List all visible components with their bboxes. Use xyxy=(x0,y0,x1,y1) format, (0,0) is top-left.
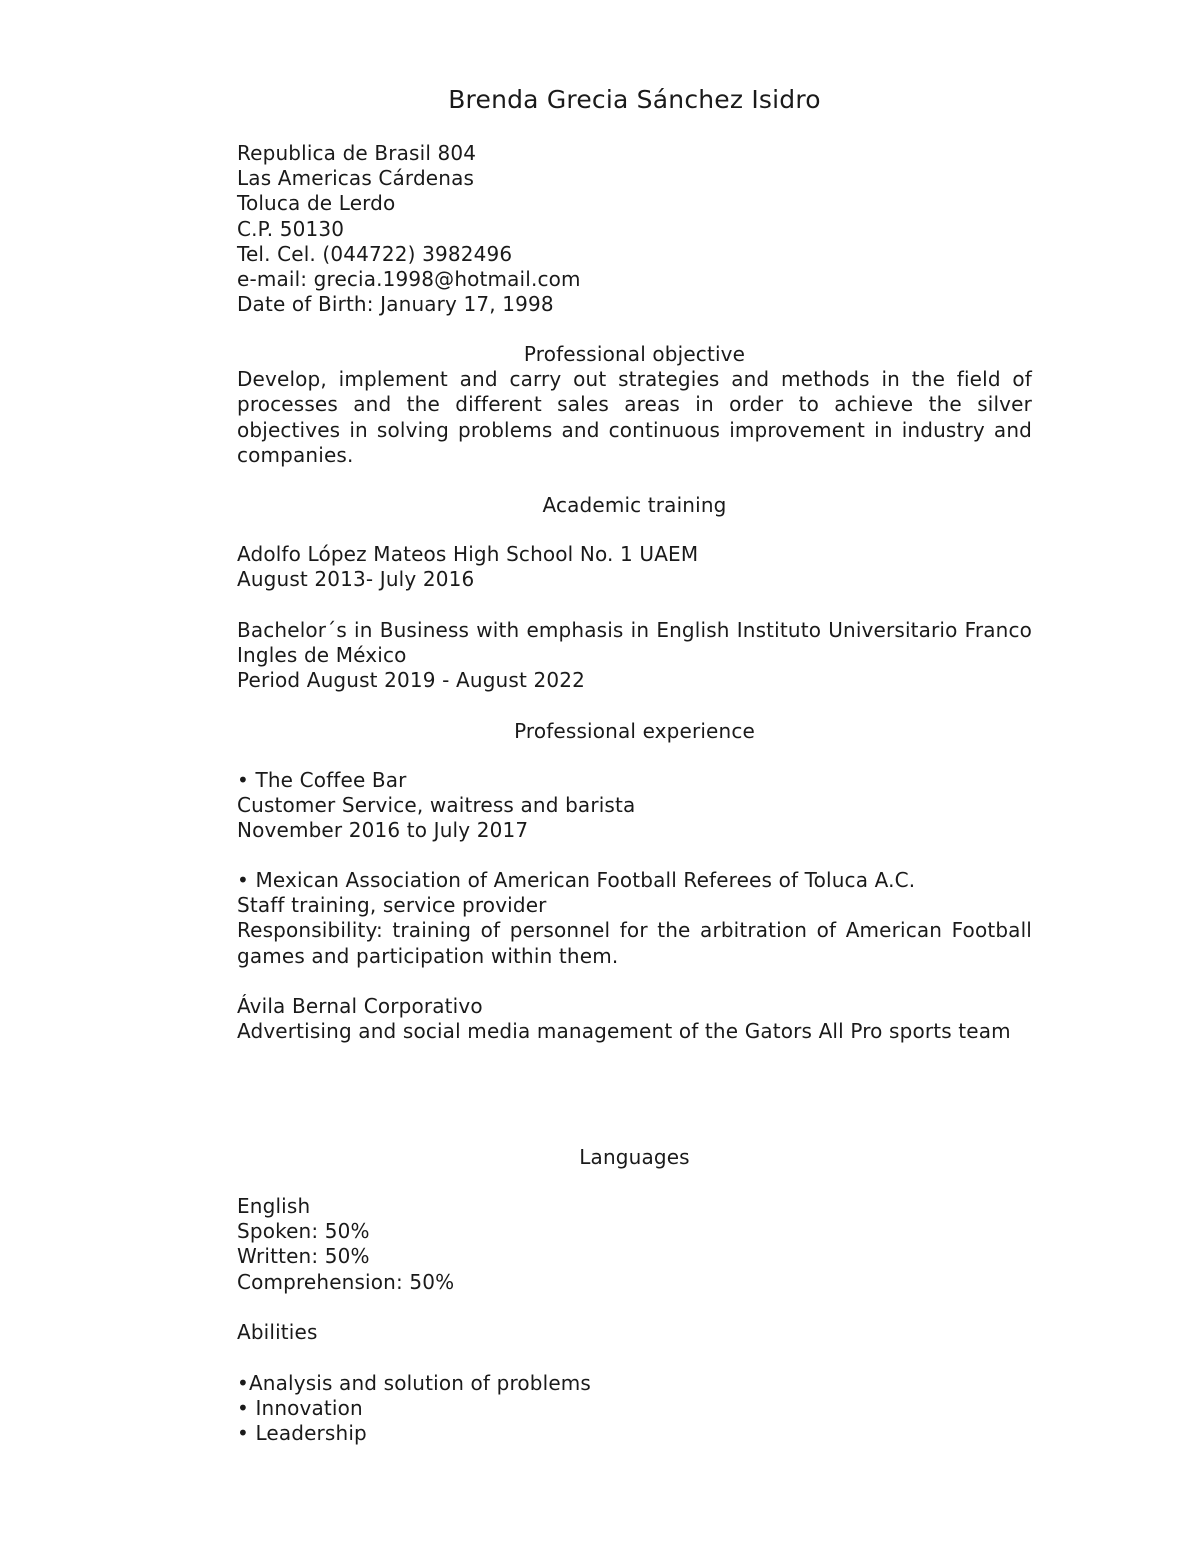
resume-name: Brenda Grecia Sánchez Isidro xyxy=(448,85,821,114)
language-spoken: Spoken: 50% xyxy=(237,1219,370,1244)
contact-street: Republica de Brasil 804 xyxy=(237,141,477,165)
experience-company: • Mexican Association of American Football Referees of Toluca A.C. xyxy=(237,868,916,892)
ability-item: • Leadership xyxy=(237,1421,367,1446)
experience-entry-3 xyxy=(237,994,1032,1044)
language-name: English xyxy=(237,1194,311,1218)
experience-section xyxy=(237,719,1032,744)
abilities-list xyxy=(237,1371,1032,1447)
academic-heading: Academic training xyxy=(542,493,727,517)
contact-city: Toluca de Lerdo xyxy=(237,191,396,216)
experience-detail: Advertising and social media management of the Gators All Pro sports team xyxy=(237,1019,1011,1044)
experience-entry-2 xyxy=(237,868,1032,969)
contact-postal: C.P. 50130 xyxy=(237,216,345,241)
experience-detail: Responsibility: training of personnel for the arbitration of American Football games and participation within them. xyxy=(237,918,1032,968)
languages-section xyxy=(237,1145,1032,1170)
objective-section xyxy=(237,342,1032,468)
experience-role: Customer Service, waitress and barista xyxy=(237,793,636,818)
ability-item: •Analysis and solution of problems xyxy=(237,1371,592,1395)
academic-school: Bachelor´s in Business with emphasis in English Instituto Universitario Franco Ingles de México xyxy=(237,618,1032,668)
experience-period: November 2016 to July 2017 xyxy=(237,818,529,843)
objective-heading: Professional objective xyxy=(523,342,746,366)
experience-heading: Professional experience xyxy=(514,719,755,743)
experience-company: • The Coffee Bar xyxy=(237,768,407,792)
academic-entry-1 xyxy=(237,542,1032,592)
ability-item: • Innovation xyxy=(237,1396,363,1421)
languages-list xyxy=(237,1194,1032,1295)
languages-heading: Languages xyxy=(579,1145,690,1169)
language-written: Written: 50% xyxy=(237,1244,370,1269)
academic-period: August 2013- July 2016 xyxy=(237,567,475,592)
academic-section xyxy=(237,493,1032,518)
contact-email: e-mail: grecia.1998@hotmail.com xyxy=(237,267,581,292)
abilities-section xyxy=(237,1320,1032,1345)
contact-neighborhood: Las Americas Cárdenas xyxy=(237,166,475,191)
contact-dob: Date of Birth: January 17, 1998 xyxy=(237,292,554,317)
academic-period: Period August 2019 - August 2022 xyxy=(237,668,585,693)
experience-company: Ávila Bernal Corporativo xyxy=(237,994,483,1018)
academic-entry-2 xyxy=(237,618,1032,694)
objective-text: Develop, implement and carry out strategies and methods in the field of processes and the different sales areas in order to achieve the silver objectives in solving problems and continuous improvement in industry and companies. xyxy=(237,367,1032,467)
academic-school: Adolfo López Mateos High School No. 1 UAEM xyxy=(237,542,699,566)
contact-phone: Tel. Cel. (044722) 3982496 xyxy=(237,241,513,266)
abilities-heading: Abilities xyxy=(237,1320,318,1344)
language-comprehension: Comprehension: 50% xyxy=(237,1269,455,1294)
experience-role: Staff training, service provider xyxy=(237,893,547,918)
experience-entry-1 xyxy=(237,768,1032,844)
contact-block xyxy=(237,141,1032,317)
